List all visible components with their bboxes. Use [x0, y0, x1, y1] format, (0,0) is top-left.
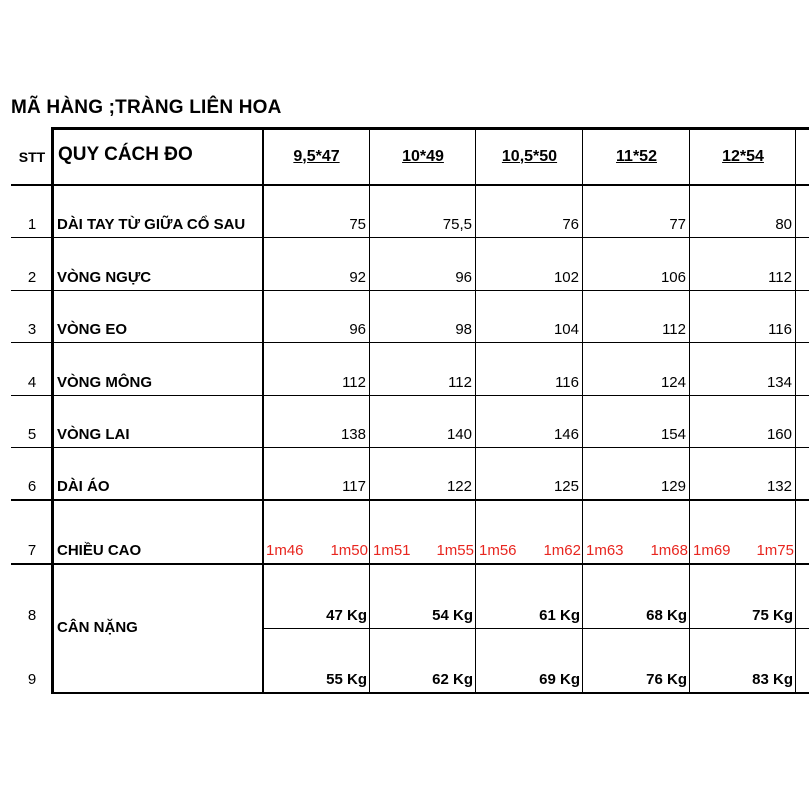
measurement-value: 134	[766, 374, 792, 391]
measurement-value: 124	[660, 374, 686, 391]
measurement-value: 116	[768, 321, 792, 338]
row-label: DÀI ÁO	[57, 478, 110, 495]
height-range	[583, 499, 690, 563]
header-size: 11*52	[616, 147, 657, 165]
measurement-value: 160	[766, 426, 792, 443]
header-size: 10,5*50	[501, 147, 558, 165]
height-range	[690, 499, 796, 563]
measurement-value: 80	[775, 216, 792, 233]
weight-min: 54 Kg	[432, 607, 473, 624]
measurement-value: 154	[660, 426, 686, 443]
height-min: 1m46	[266, 542, 304, 559]
weight-max: 62 Kg	[432, 671, 473, 688]
weight-max: 83 Kg	[752, 671, 793, 688]
header-size: 12*54	[722, 147, 764, 165]
column-separator	[475, 129, 476, 692]
height-min: 1m56	[479, 542, 517, 559]
header-spec: QUY CÁCH ĐO	[58, 143, 193, 165]
measurement-value: 75	[349, 216, 366, 233]
row-separator	[263, 628, 809, 629]
height-min: 1m63	[586, 542, 624, 559]
weight-max: 76 Kg	[646, 671, 687, 688]
height-min: 1m69	[693, 542, 731, 559]
measurement-value: 112	[448, 374, 472, 391]
measurement-value: 129	[660, 478, 686, 495]
header-size: 10*49	[402, 147, 444, 165]
measurement-value: 102	[553, 269, 579, 286]
row-number: 9	[27, 671, 37, 688]
measurement-value: 146	[553, 426, 579, 443]
table-border-left	[51, 127, 54, 694]
height-range	[476, 499, 583, 563]
weight-max: 69 Kg	[539, 671, 580, 688]
column-separator	[369, 129, 370, 692]
weight-max: 55 Kg	[326, 671, 367, 688]
table-border-top	[51, 127, 809, 130]
measurement-value: 140	[446, 426, 472, 443]
measurement-value: 104	[553, 321, 579, 338]
weight-min: 75 Kg	[752, 607, 793, 624]
sheet-title: MÃ HÀNG ;TRÀNG LIÊN HOA	[11, 97, 282, 118]
height-min: 1m51	[373, 542, 411, 559]
measurement-value: 112	[662, 321, 686, 338]
measurement-value: 96	[349, 321, 366, 338]
table-border-bottom	[51, 692, 809, 694]
header-stt: STT	[18, 148, 46, 165]
height-max: 1m55	[436, 542, 474, 559]
measurement-value: 92	[349, 269, 366, 286]
measurement-value: 112	[342, 374, 366, 391]
row-label: VÒNG LAI	[57, 426, 130, 443]
height-max: 1m62	[543, 542, 581, 559]
measurement-value: 122	[446, 478, 472, 495]
height-max: 1m75	[756, 542, 794, 559]
height-max: 1m50	[330, 542, 368, 559]
row-label: VÒNG MÔNG	[57, 374, 153, 391]
measurement-value: 117	[342, 478, 366, 495]
measurement-value: 112	[768, 269, 792, 286]
row-number: 3	[27, 321, 37, 338]
measurement-value: 132	[766, 478, 792, 495]
row-number: 2	[27, 269, 37, 286]
weight-min: 68 Kg	[646, 607, 687, 624]
row-label: VÒNG NGỰC	[57, 269, 152, 286]
column-separator	[689, 129, 690, 692]
row-label: DÀI TAY TỪ GIỮA CỔ SAU	[57, 216, 246, 233]
row-number: 4	[27, 374, 37, 391]
row-number: 5	[27, 426, 37, 443]
row-number: 6	[27, 478, 37, 495]
row-label: VÒNG EO	[57, 321, 128, 338]
column-separator	[262, 129, 264, 694]
measurement-value: 96	[455, 269, 472, 286]
column-separator	[582, 129, 583, 692]
measurement-value: 138	[340, 426, 366, 443]
row-label-weight: CÂN NẶNG	[57, 619, 138, 636]
height-max: 1m68	[650, 542, 688, 559]
row-number: 7	[27, 542, 37, 559]
row-number: 8	[27, 607, 37, 624]
measurement-value: 116	[555, 374, 579, 391]
measurement-value: 76	[562, 216, 579, 233]
column-separator	[795, 129, 796, 692]
height-range	[263, 499, 370, 563]
measurement-value: 125	[553, 478, 579, 495]
weight-min: 47 Kg	[326, 607, 367, 624]
header-size: 9,5*47	[293, 147, 340, 165]
measurement-value: 106	[660, 269, 686, 286]
row-number: 1	[27, 216, 37, 233]
measurement-value: 75,5	[442, 216, 472, 233]
measurement-value: 77	[669, 216, 686, 233]
height-range	[370, 499, 476, 563]
weight-min: 61 Kg	[539, 607, 580, 624]
row-label-height: CHIỀU CAO	[57, 542, 142, 559]
measurement-value: 98	[455, 321, 472, 338]
